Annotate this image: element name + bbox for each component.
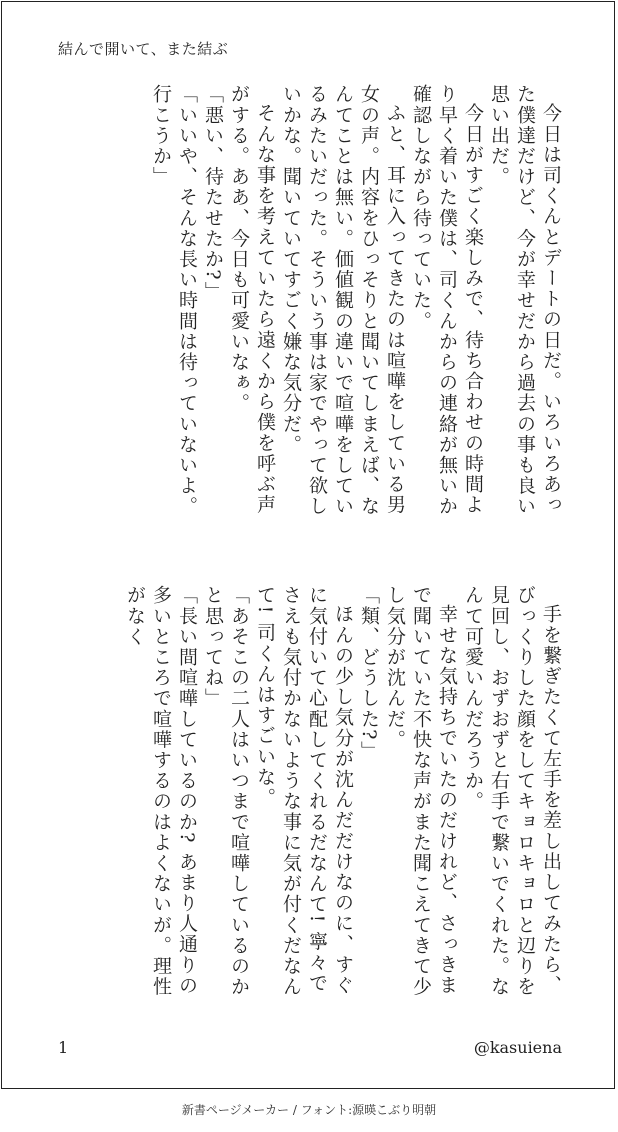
dialogue-line: 「類、どうした?」 [358,585,380,762]
text-block-upper [48,84,564,522]
story-title: 結んで開いて、また結ぶ [58,40,229,58]
dialogue-line: 「あそこの二人はいつまで喧嘩しているのかと思ってね」 [202,585,250,997]
paragraph: ほんの少し気分が沈んだだけなのに、すぐに気付いて心配してくれるだなんて! 寧々でさえも気付かないような事に気が付くだなんて! 司くんはすごいな。 [254,585,354,997]
paragraph: 今日がすごく楽しみで、待ち合わせの時間より早く着いた僕は、司くんからの連絡が無いか確認しながら待っていた。 [410,84,484,517]
author-handle: @kasuiena [473,1038,562,1057]
dialogue-line: 「いいや、そんな長い時間は待っていないよ。行こうか」 [150,84,198,517]
text-block-lower [48,585,564,1010]
paragraph: 今日は司くんとデートの日だ。いろいろあった僕達だけど、今が幸せだから過去の事も良い思い出だ。 [488,84,562,517]
paragraph: 幸せな気持ちでいたのだけれど、さっきまで聞いていた不快な声がまた聞こえてきて少し気分が沈んだ。 [384,585,458,997]
dialogue-line: 「長い間喧嘩しているのか? あまり人通りの多いところで喧嘩するのはよくないが。理性がなく [124,585,198,997]
dialogue-line: 「悪い、待たせたか?」 [202,84,224,302]
page-number: 1 [58,1038,69,1057]
generator-credit: 新書ページメーカー / フォント:源暎こぶり明朝 [181,1103,437,1117]
paragraph: そんな事を考えていたら遠くから僕を呼ぶ声がする。ああ、今日も可愛いなぁ。 [228,84,276,515]
paragraph: ふと、耳に入ってきたのは喧嘩をしている男女の声。内容をひっそりと聞いてしまえば、なんてことは無い。価値観の違いで喧嘩をしているみたいだった。そういう事は家でやって欲しいかな。聞いていてすごく嫌な気分だ。 [280,84,406,517]
page-frame [1,1,615,1089]
paragraph: 手を繋ぎたくて左手を差し出してみたら、びっくりした顔をしてキョロキョロと辺りを見回し、おずおずと右手で繋いでくれた。なんて可愛いんだろうか。 [462,585,562,997]
